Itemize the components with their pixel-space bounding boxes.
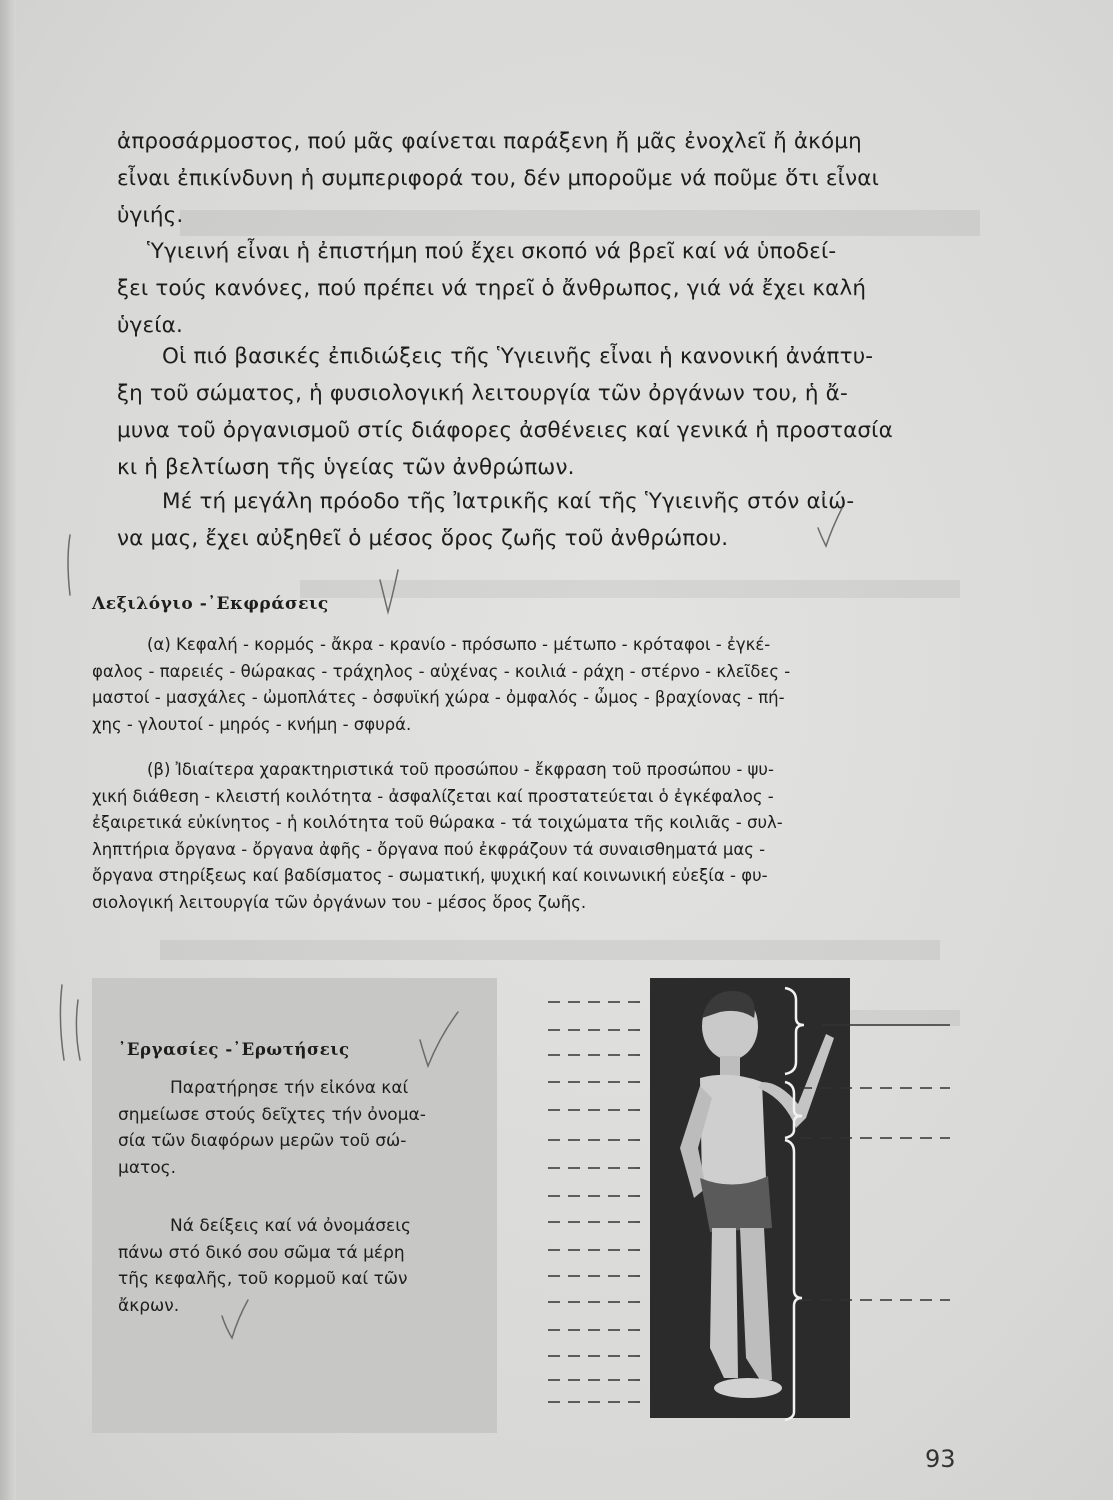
- text-line: ὑγεία.: [117, 313, 183, 338]
- vocabulary-section-b: [92, 757, 972, 917]
- text-line: (α) Κεφαλή - κορμός - ἄκρα - κρανίο - πρόσωπο - μέτωπο - κρόταφοι - ἐγκέ-: [147, 635, 771, 654]
- text-line: ὄργανα στηρίξεως καί βαδίσματος - σωματική, ψυχική καί κοινωνική εὐεξία - φυ-: [92, 866, 768, 886]
- exercises-heading: ᾿Εργασίες -᾿Ερωτήσεις: [118, 1040, 350, 1059]
- text-line: ξη τοῦ σώματος, ἡ φυσιολογική λειτουργία τῶν ὀργάνων του, ἡ ἄ-: [117, 381, 848, 406]
- text-line: σημείωσε στούς δεῖχτες τήν ὀνομα-: [118, 1104, 426, 1125]
- text-line: φαλος - παρειές - θώρακας - τράχηλος - αὐχένας - κοιλιά - ράχη - στέρνο - κλεῖδες -: [92, 661, 791, 681]
- text-line: μαστοί - μασχάλες - ὠμοπλάτες - ὀσφυϊκή χώρα - ὀμφαλός - ὦμος - βραχίονας - πή-: [92, 688, 785, 708]
- text-line: κι ἡ βελτίωση τῆς ὑγείας τῶν ἀνθρώπων.: [117, 455, 575, 480]
- text-line: σιολογική λειτουργία τῶν ὀργάνων του - μέσος ὅρος ζωῆς.: [92, 892, 587, 912]
- paragraph-life-expectancy: [117, 483, 977, 557]
- text-line: σία τῶν διαφόρων μερῶν τοῦ σώ-: [118, 1131, 407, 1152]
- text-line: ὑγιής.: [117, 203, 184, 228]
- text-line: ματος.: [118, 1157, 177, 1178]
- exercise-observe: [118, 1075, 488, 1181]
- text-line: ἐξαιρετικά εὐκίνητος - ἡ κοιλότητα τοῦ θώρακα - τά τοιχώματα τῆς κοιλιᾶς - συλ-: [92, 813, 783, 833]
- text-line: Νά δείξεις καί νά ὀνομάσεις: [170, 1216, 411, 1236]
- paragraph-hygiene-goals: [117, 338, 977, 486]
- text-line: εἶναι ἐπικίνδυνη ἡ συμπεριφορά του, δέν μποροῦμε νά ποῦμε ὅτι εἶναι: [117, 166, 880, 191]
- text-line: Ὑγιεινή εἶναι ἡ ἐπιστήμη πού ἔχει σκοπό νά βρεῖ καί νά ὑποδεί-: [147, 239, 837, 264]
- vocabulary-section-a: [92, 632, 972, 738]
- text-line: να μας, ἔχει αὐξηθεῖ ὁ μέσος ὅρος ζωῆς τοῦ ἀνθρώπου.: [117, 526, 729, 551]
- text-line: ἄκρων.: [118, 1295, 180, 1316]
- text-line: χης - γλουτοί - μηρός - κνήμη - σφυρά.: [92, 714, 412, 734]
- text-line: τῆς κεφαλῆς, τοῦ κορμοῦ καί τῶν: [118, 1269, 408, 1290]
- vocabulary-heading: Λεξιλόγιο -᾿Εκφράσεις: [92, 594, 329, 614]
- paragraph-intro: [117, 123, 977, 234]
- text-line: Οἱ πιό βασικές ἐπιδιώξεις τῆς Ὑγιεινῆς εἶναι ἡ κανονική ἀνάπτυ-: [162, 344, 874, 369]
- text-line: (β) Ἰδιαίτερα χαρακτηριστικά τοῦ προσώπου - ἔκφραση τοῦ προσώπου - ψυ-: [147, 760, 774, 779]
- text-line: Μέ τή μεγάλη πρόοδο τῆς Ἰατρικῆς καί τῆς Ὑγιεινῆς στόν αἰώ-: [162, 489, 855, 514]
- text-line: ληπτήρια ὄργανα - ὄργανα ἀφῆς - ὄργανα πού ἐκφράζουν τά συναισθηματά μας -: [92, 839, 766, 859]
- text-line: ξει τούς κανόνες, πού πρέπει νά τηρεῖ ὁ ἄνθρωπος, γιά νά ἔχει καλή: [117, 276, 867, 301]
- child-silhouette: [650, 978, 850, 1418]
- text-line: μυνα τοῦ ὀργανισμοῦ στίς διάφορες ἀσθένειες καί γενικά ἡ προστασία: [117, 418, 893, 443]
- page-number: 93: [925, 1445, 956, 1473]
- text-line: χική διάθεση - κλειστή κοιλότητα - ἀσφαλίζεται καί προστατεύεται ὁ ἐγκέφαλος -: [92, 786, 774, 806]
- text-line: πάνω στό δικό σου σῶμα τά μέρη: [118, 1242, 405, 1263]
- exercise-show: [118, 1213, 488, 1319]
- text-line: Παρατήρησε τήν εἰκόνα καί: [170, 1078, 409, 1098]
- text-line: ἀπροσάρμοστος, πού μᾶς φαίνεται παράξενη ἤ μᾶς ἐνοχλεῖ ἤ ἀκόμη: [117, 129, 862, 154]
- paragraph-hygiene-definition: [117, 233, 977, 344]
- photo-child-profile: [650, 978, 850, 1418]
